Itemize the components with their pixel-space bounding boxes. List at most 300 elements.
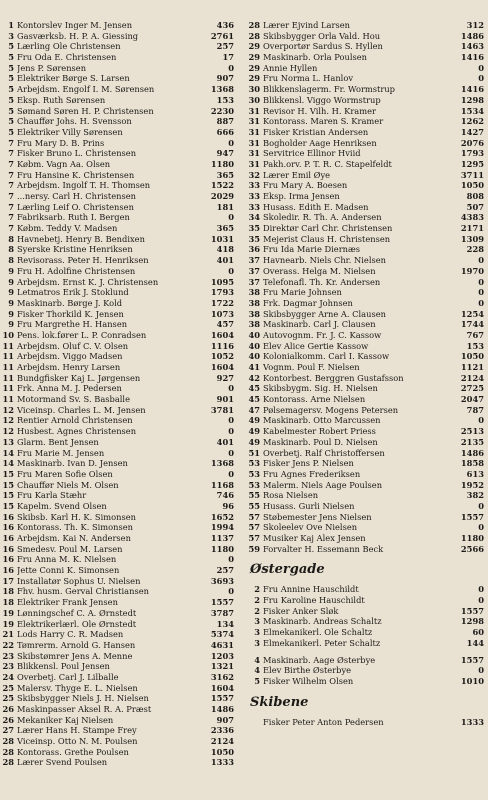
amount: 1137 (210, 533, 234, 543)
list-item (2, 715, 234, 726)
amount: 153 (466, 340, 484, 351)
amount: 96 (222, 500, 234, 511)
list-item (2, 362, 234, 373)
amount: 1952 (460, 479, 484, 490)
amount: 808 (466, 191, 484, 201)
resident-name: Tømrerm. Arnold G. Hansen (17, 639, 136, 650)
list-item (248, 595, 484, 606)
resident-name: Elektriker Frank Jensen (17, 597, 118, 608)
amount: 1095 (210, 276, 234, 287)
house-number: 21 (2, 629, 14, 640)
resident-name: Elektrikerlærl. Ole Ørnstedt (17, 618, 137, 629)
house-number: 33 (248, 180, 260, 191)
list-item (248, 31, 484, 42)
resident-name: Fisker Wilhelm Olsen (263, 675, 354, 686)
amount: 0 (228, 62, 234, 73)
list-item (248, 20, 484, 31)
amount: 181 (216, 201, 234, 212)
amount: 1427 (460, 126, 484, 137)
house-number: 16 (2, 533, 14, 543)
list-item (248, 665, 484, 676)
house-number: 53 (248, 468, 260, 479)
resident-name: Skibsbygm. Sig. H. Nielsen (263, 383, 378, 394)
amount: 3162 (210, 671, 234, 682)
resident-name: Chauffør Niels M. Olsen (17, 479, 119, 490)
list-item (248, 533, 484, 544)
resident-name: Pakh.orv. P. T. R. C. Stapelfeldt (263, 158, 392, 169)
resident-name: Chauffør Johs. H. Svensson (17, 116, 132, 127)
list-item (2, 63, 234, 74)
list-item (2, 586, 234, 597)
resident-name: Kontorass. Arne Nielsen (263, 394, 366, 405)
left-column (2, 20, 234, 768)
amount: 0 (228, 212, 234, 223)
resident-name: Maskinarb. Orla Poulsen (263, 52, 367, 63)
list-item (248, 627, 484, 638)
house-number: 11 (2, 340, 14, 351)
list-item (2, 576, 234, 587)
house-number: 25 (2, 693, 14, 704)
amount: 1368 (210, 84, 234, 95)
house-number: 15 (2, 500, 14, 511)
amount: 2135 (460, 436, 484, 447)
house-number: 28 (248, 20, 260, 30)
list-item (248, 84, 484, 95)
list-item (248, 180, 484, 191)
resident-name: Elev Alice Gertie Kassow (263, 340, 369, 351)
resident-name: Forvalter H. Essemann Beck (263, 543, 384, 554)
house-number: 33 (248, 191, 260, 201)
resident-name: Fisker Anker Sløk (263, 605, 339, 616)
house-number: 14 (2, 447, 14, 458)
amount: 1180 (210, 158, 234, 169)
list-item (2, 127, 234, 138)
resident-name: Fru Norma L. Hanlov (263, 73, 354, 84)
amount: 1722 (210, 297, 234, 308)
list-item (2, 95, 234, 106)
house-number: 12 (2, 404, 14, 415)
house-number: 13 (2, 436, 14, 447)
resident-name: Elmekanikerl. Ole Schaltz (263, 627, 373, 638)
resident-name: Eksp. Ruth Sørensen (17, 94, 106, 105)
list-item (248, 63, 484, 74)
list-item (248, 655, 484, 666)
amount: 144 (466, 637, 484, 648)
list-item (2, 234, 234, 245)
amount: 4383 (460, 212, 484, 223)
amount: 613 (466, 468, 484, 479)
list-item (2, 490, 234, 501)
list-item (2, 202, 234, 213)
house-number: 14 (2, 458, 14, 469)
house-number: 16 (2, 565, 14, 576)
house-number: 31 (248, 126, 260, 137)
list-item (248, 212, 484, 223)
list-item (248, 501, 484, 512)
list-item (248, 298, 484, 309)
resident-name: Autovognm. Fr. J. C. Kassow (263, 329, 382, 340)
amount: 1180 (210, 543, 234, 554)
house-number: 37 (248, 255, 260, 266)
house-number: 9 (8, 265, 14, 276)
house-number: 33 (248, 201, 260, 212)
resident-name: Havnearb. Niels Chr. Nielsen (263, 255, 387, 266)
resident-name: Husass. Gurli Nielsen (263, 500, 355, 511)
resident-name: Arbejdsm. Ernst K. J. Christensen (17, 276, 159, 287)
amount: 2230 (210, 105, 234, 116)
house-number: 3 (254, 627, 260, 638)
list-item (2, 180, 234, 191)
amount: 0 (228, 415, 234, 426)
house-number: 11 (2, 372, 14, 383)
house-number: 19 (2, 607, 14, 618)
amount: 0 (478, 595, 484, 606)
amount: 0 (478, 297, 484, 308)
amount: 1295 (460, 158, 484, 169)
amount: 2124 (210, 736, 234, 747)
list-item (248, 584, 484, 595)
house-number: 7 (8, 223, 14, 234)
list-item (248, 522, 484, 533)
amount: 746 (216, 490, 234, 501)
resident-name: Arbejdsm. Ingolf T. H. Thomsen (17, 180, 151, 191)
resident-name: Jette Conni K. Simonsen (17, 565, 120, 576)
resident-name: Motormand Sv. S. Basballe (17, 394, 130, 405)
list-item (2, 106, 234, 117)
resident-name: Fhv. husm. Gerval Christiansen (17, 586, 149, 597)
list-item (2, 437, 234, 448)
amount: 312 (466, 20, 484, 30)
amount: 1298 (460, 616, 484, 627)
resident-name: Glarm. Bent Jensen (17, 436, 99, 447)
amount: 1203 (210, 650, 234, 661)
list-item (248, 73, 484, 84)
list-item (2, 148, 234, 159)
house-number: 57 (248, 533, 260, 543)
house-number: 35 (248, 223, 260, 234)
amount: 0 (478, 522, 484, 533)
house-number: 42 (248, 372, 260, 383)
list-item (248, 266, 484, 277)
list-item (2, 725, 234, 736)
house-number: 7 (8, 191, 14, 201)
amount: 0 (228, 554, 234, 565)
house-number: 5 (8, 62, 14, 73)
resident-name: Fisker Peter Anton Pedersen (263, 716, 384, 727)
amount: 1050 (460, 351, 484, 362)
section-heading: Østergade (250, 562, 325, 578)
list-item (2, 533, 234, 544)
amount: 1309 (460, 233, 484, 244)
house-number: 40 (248, 340, 260, 351)
house-number: 7 (8, 158, 14, 169)
resident-name: Lærer Ejvind Larsen (263, 20, 350, 30)
resident-name: Husbest. Agnes Christensen (17, 426, 137, 437)
list-item (248, 717, 484, 728)
amount: 901 (216, 394, 234, 405)
list-item (2, 170, 234, 181)
amount: 2336 (210, 725, 234, 736)
list-item (2, 415, 234, 426)
resident-name: Arbejdsm. Oluf C. V. Olsen (17, 340, 129, 351)
amount: 228 (466, 244, 484, 255)
resident-name: Rentier Arnold Christensen (17, 415, 133, 426)
list-item (248, 351, 484, 362)
list-item (2, 330, 234, 341)
resident-name: Fru Marie M. Jensen (17, 447, 105, 458)
amount: 5374 (210, 629, 234, 640)
amount: 2124 (460, 372, 484, 383)
resident-name: Skibstømrer Jens A. Menne (17, 650, 133, 661)
amount: 0 (478, 665, 484, 676)
amount: 257 (216, 565, 234, 576)
amount: 1298 (460, 94, 484, 105)
house-number: 5 (8, 116, 14, 127)
house-number: 53 (248, 479, 260, 490)
resident-name: Blikkenslagerm. Fr. Wormstrup (263, 84, 395, 95)
list-item (2, 116, 234, 127)
resident-name: Fru Mary D. B. Prins (17, 137, 105, 148)
amount: 1604 (210, 682, 234, 693)
house-number: 17 (2, 575, 14, 586)
house-number: 55 (248, 500, 260, 511)
house-number: 16 (2, 543, 14, 554)
house-number: 9 (8, 308, 14, 319)
list-item (248, 95, 484, 106)
list-item (248, 309, 484, 320)
resident-name: Fru Maren Sofie Olsen (17, 468, 113, 479)
list-item (248, 341, 484, 352)
list-item (2, 597, 234, 608)
resident-name: Elektriker Børge S. Larsen (17, 73, 130, 84)
amount: 1052 (210, 351, 234, 362)
amount: 1486 (460, 30, 484, 41)
list-item (2, 554, 234, 565)
resident-name: Maskinarb. Carl J. Clausen (263, 319, 376, 330)
house-number: 29 (248, 41, 260, 52)
resident-name: Viceinsp. Charles L. M. Jensen (17, 404, 146, 415)
resident-name: Blikkensl. Viggo Wormstrup (263, 94, 381, 105)
house-number: 38 (248, 287, 260, 298)
house-number: 15 (2, 490, 14, 501)
house-number: 5 (8, 126, 14, 137)
amount: 1050 (210, 746, 234, 757)
resident-name: Skibsbygger Orla Vald. Hou (263, 30, 381, 41)
resident-name: Købm. Teddy V. Madsen (17, 223, 118, 234)
resident-name: Vognm. Poul F. Nielsen (263, 362, 360, 372)
amount: 2076 (460, 137, 484, 148)
resident-name: Pens. lok.fører L. P. Conradsen (17, 329, 147, 340)
list-item (248, 469, 484, 480)
house-number: 31 (248, 137, 260, 148)
amount: 1121 (460, 362, 484, 372)
amount: 0 (228, 468, 234, 479)
amount: 1031 (210, 233, 234, 244)
amount: 0 (228, 383, 234, 394)
list-item (2, 405, 234, 416)
amount: 0 (478, 276, 484, 287)
list-item (248, 159, 484, 170)
house-number: 38 (248, 319, 260, 330)
list-item (2, 619, 234, 630)
list-item (2, 757, 234, 768)
resident-name: Arbejdsm. Engolf I. M. Sørensen (17, 84, 155, 95)
amount: 927 (216, 372, 234, 383)
house-number: 9 (8, 287, 14, 298)
amount: 0 (478, 287, 484, 298)
house-number: 31 (248, 116, 260, 127)
list-item (248, 512, 484, 523)
house-number: 41 (248, 362, 260, 372)
house-number: 16 (2, 522, 14, 533)
list-item (248, 458, 484, 469)
house-number: 45 (248, 394, 260, 405)
house-number: 59 (248, 543, 260, 554)
amount: 1368 (210, 458, 234, 469)
resident-name: Fabriksarb. Ruth I. Bergen (17, 212, 130, 223)
amount: 1168 (210, 479, 234, 490)
amount: 2566 (460, 543, 484, 554)
list-item (2, 736, 234, 747)
house-number: 36 (248, 244, 260, 255)
amount: 1793 (460, 148, 484, 159)
amount: 3781 (210, 404, 234, 415)
list-item (248, 148, 484, 159)
house-number: 37 (248, 265, 260, 276)
resident-name: Overass. Helga M. Nielsen (263, 265, 376, 276)
amount: 1557 (460, 511, 484, 522)
house-number: 3 (8, 30, 14, 41)
list-item (2, 298, 234, 309)
amount: 3787 (210, 607, 234, 618)
amount: 60 (472, 627, 484, 638)
resident-name: ...nersy. Carl H. Christensen (17, 191, 136, 201)
house-number: 47 (248, 404, 260, 415)
amount: 0 (228, 137, 234, 148)
resident-name: Kabelmester Robert Priess (263, 426, 376, 437)
house-number: 5 (8, 41, 14, 52)
list-item (2, 212, 234, 223)
amount: 767 (466, 329, 484, 340)
amount: 1557 (210, 597, 234, 608)
house-number: 12 (2, 426, 14, 437)
house-number: 28 (248, 30, 260, 41)
list-item (248, 676, 484, 687)
house-number: 51 (248, 447, 260, 458)
house-number: 16 (2, 554, 14, 565)
right-column (248, 20, 484, 727)
list-item (248, 606, 484, 617)
amount: 1180 (460, 533, 484, 543)
list-item (248, 383, 484, 394)
resident-name: Kontorbest. Berggren Gustafsson (263, 372, 404, 383)
resident-name: Elektriker Villy Sørensen (17, 126, 123, 137)
house-number: 35 (248, 233, 260, 244)
list-item (248, 362, 484, 373)
list-item (2, 266, 234, 277)
resident-name: Lønningschef C. A. Ørnstedt (17, 607, 137, 618)
house-number: 3 (254, 616, 260, 627)
amount: 907 (216, 714, 234, 725)
resident-name: Lærer Hans H. Stampe Frey (17, 725, 137, 736)
resident-name: Elev Birthe Østerbye (263, 665, 352, 676)
list-item (248, 405, 484, 416)
amount: 1262 (460, 116, 484, 127)
resident-name: Revisorass. Peter H. Henriksen (17, 255, 149, 266)
resident-name: Musiker Kaj Alex Jensen (263, 533, 366, 543)
house-number: 38 (248, 297, 260, 308)
resident-name: Kontorslev Inger M. Jensen (17, 20, 133, 30)
resident-name: Frk. Dagmar Johnsen (263, 297, 353, 308)
list-item (248, 223, 484, 234)
list-item (248, 116, 484, 127)
amount: 1793 (210, 287, 234, 298)
resident-name: Sømand Søren H. P. Christensen (17, 105, 154, 116)
resident-name: Fisker Kristian Andersen (263, 126, 369, 137)
list-item (248, 394, 484, 405)
amount: 418 (216, 244, 234, 255)
resident-name: Kolonialkomm. Carl I. Kassow (263, 351, 390, 362)
amount: 0 (478, 73, 484, 84)
house-number: 26 (2, 704, 14, 714)
amount: 365 (216, 169, 234, 180)
amount: 457 (216, 319, 234, 330)
house-number: 8 (8, 233, 14, 244)
house-number: 31 (248, 158, 260, 169)
resident-name: Direktør Carl Chr. Christensen (263, 223, 393, 234)
list-item (248, 202, 484, 213)
house-number: 7 (8, 201, 14, 212)
resident-name: Fru Hansine K. Christensen (17, 169, 135, 180)
amount: 507 (466, 201, 484, 212)
house-number: 38 (248, 308, 260, 319)
amount: 1557 (460, 605, 484, 616)
list-item (2, 501, 234, 512)
list-item (2, 319, 234, 330)
list-item (2, 373, 234, 384)
house-number: 16 (2, 511, 14, 522)
list-item (2, 309, 234, 320)
list-item (248, 138, 484, 149)
list-item (2, 469, 234, 480)
resident-name: Overbetj. Ralf Christoffersen (263, 447, 385, 458)
list-item (2, 41, 234, 52)
house-number: 5 (8, 73, 14, 84)
list-item (2, 159, 234, 170)
house-number: 57 (248, 522, 260, 533)
amount: 1010 (460, 675, 484, 686)
amount: 1463 (460, 41, 484, 52)
house-number: 49 (248, 426, 260, 437)
list-item (248, 490, 484, 501)
house-number: 2 (254, 595, 260, 606)
list-item (2, 629, 234, 640)
resident-name: Maskinarb. Poul D. Nielsen (263, 436, 378, 447)
resident-name: Fru Annine Hauschildt (263, 584, 359, 595)
resident-name: Malersv. Thyge E. L. Nielsen (17, 682, 138, 693)
house-number: 32 (248, 169, 260, 180)
amount: 1970 (460, 265, 484, 276)
amount: 1333 (210, 757, 234, 768)
amount: 3693 (210, 575, 234, 586)
house-number: 55 (248, 490, 260, 501)
amount: 382 (466, 490, 484, 501)
amount: 2725 (460, 383, 484, 394)
list-item (2, 544, 234, 555)
amount: 1604 (210, 329, 234, 340)
list-item (2, 52, 234, 63)
amount: 1486 (210, 704, 234, 714)
